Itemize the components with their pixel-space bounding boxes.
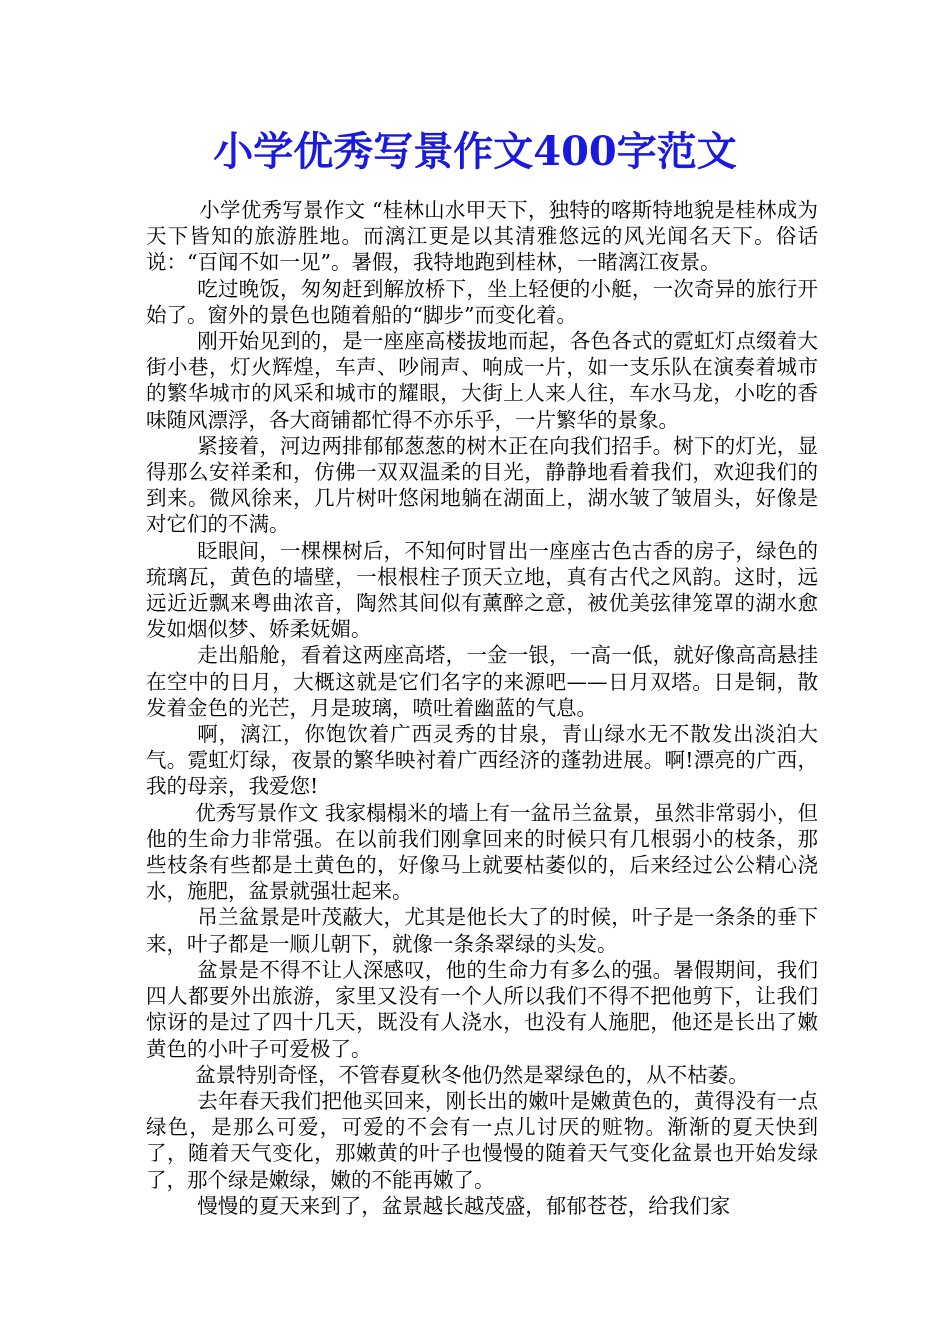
paragraph: 吃过晚饭，匆匆赶到解放桥下，坐上轻便的小艇，一次奇异的旅行开始了。窗外的景色也随着船的“脚步”而变化着。 xyxy=(146,276,818,327)
paragraph: 走出船舱，看着这两座高塔，一金一银，一高一低，就好像高高悬挂在空中的日月，大概这就是它们名字的来源吧——日月双塔。日是铜，散发着金色的光芒，月是玻璃，喷吐着幽蓝的气息。 xyxy=(146,643,818,720)
paragraph: 紧接着，河边两排郁郁葱葱的树木正在向我们招手。树下的灯光，显得那么安祥柔和，仿佛一双双温柔的目光，静静地看着我们，欢迎我们的到来。微风徐来，几片树叶悠闲地躺在湖面上，湖水皱了皱眉头，好像是对它们的不满。 xyxy=(146,433,818,537)
paragraph: 盆景特别奇怪，不管春夏秋冬他仍然是翠绿色的，从不枯萎。 xyxy=(195,1062,749,1087)
paragraph: 吊兰盆景是叶茂蔽大，尤其是他长大了的时候，叶子是一条条的垂下来，叶子都是一顺儿朝下，就像一条条翠绿的头发。 xyxy=(146,905,818,956)
paragraph: 优秀写景作文 我家榻榻米的墙上有一盆吊兰盆景，虽然非常弱小，但他的生命力非常强。在以前我们刚拿回来的时候只有几根弱小的枝条，那些枝条有些都是土黄色的，好像马上就要枯萎似的，后来经过公公精心浇水，施肥，盆景就强壮起来。 xyxy=(146,800,818,904)
paragraph: 刚开始见到的，是一座座高楼拔地而起，各色各式的霓虹灯点缀着大街小巷，灯火辉煌，车声、吵闹声、响成一片，如一支乐队在演奏着城市的繁华城市的风采和城市的耀眼，大街上人来人往，车水马龙，小吃的香味随风漂浮，各大商铺都忙得不亦乐乎，一片繁华的景象。 xyxy=(146,329,818,432)
paragraph: 啊，漓江，你饱饮着广西灵秀的甘泉，青山绿水无不散发出淡泊大气。霓虹灯绿，夜景的繁华映衬着广西经济的蓬勃进展。啊!漂亮的广西，我的母亲，我爱您! xyxy=(146,722,818,799)
paragraph: 眨眼间，一棵棵树后，不知何时冒出一座座古色古香的房子，绿色的琉璃瓦，黄色的墙壁，一根根柱子顶天立地，真有古代之风韵。这时，远远近近飘来粤曲浓音，陶然其间似有薰醉之意，被优美弦律笼罩的湖水愈发如烟似梦、娇柔妩媚。 xyxy=(146,538,818,642)
document-body xyxy=(146,197,818,1219)
paragraph: 小学优秀写景作文 “桂林山水甲天下，独特的喀斯特地貌是桂林成为天下皆知的旅游胜地。而漓江更是以其清雅悠远的风光闻名天下。俗话说：“百闻不如一见”。暑假，我特地跑到桂林，一睹漓江夜景。 xyxy=(146,198,818,275)
paragraph: 去年春天我们把他买回来，刚长出的嫩叶是嫩黄色的，黄得没有一点绿色，是那么可爱，可爱的不会有一点儿讨厌的赃物。渐渐的夏天快到了，随着天气变化，那嫩黄的叶子也慢慢的随着天气变化盆景也开始发绿了，那个绿是嫩绿，嫩的不能再嫩了。 xyxy=(146,1088,818,1192)
paragraph: 慢慢的夏天来到了，盆景越长越茂盛，郁郁苍苍，给我们家 xyxy=(197,1193,731,1218)
document-title: 小学优秀写景作文400字范文 xyxy=(213,128,737,175)
paragraph: 盆景是不得不让人深感叹，他的生命力有多么的强。暑假期间，我们四人都要外出旅游，家里又没有一个人所以我们不得不把他剪下，让我们惊讶的是过了四十几天，既没有人浇水，也没有人施肥，他还是长出了嫩黄色的小叶子可爱极了。 xyxy=(146,957,818,1061)
